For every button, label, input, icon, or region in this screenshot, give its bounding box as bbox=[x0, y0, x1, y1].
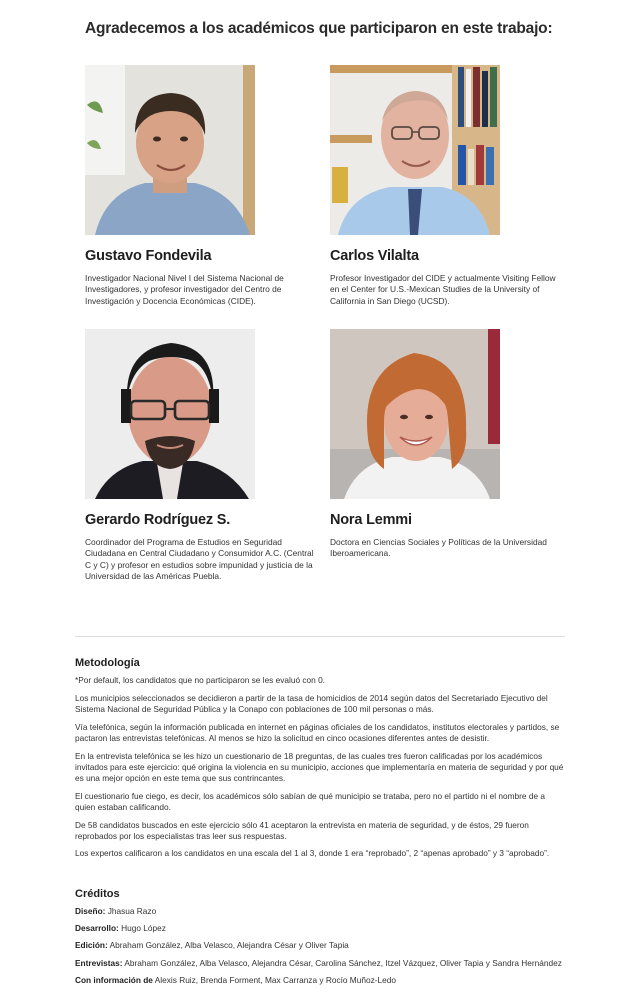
credit-item bbox=[75, 958, 565, 969]
portrait-photo bbox=[330, 65, 500, 235]
credit-label: Diseño: bbox=[75, 906, 106, 916]
academic-bio: Doctora en Ciencias Sociales y Políticas de la Universidad Iberoamericana. bbox=[330, 537, 547, 559]
academic-card bbox=[330, 65, 570, 307]
academic-bio: Coordinador del Programa de Estudios en Seguridad Ciudadana en Central Ciudadano y Consumidor A.C. (Central C y C) y profesor en estudios sobre impunidad y justicia de la Universidad de las Américas Puebla. bbox=[85, 537, 314, 581]
metodologia-paragraph: Vía telefónica, según la información publicada en internet en páginas oficiales de los candidatos, institutos electorales y partidos, se pactaron las entrevistas telefónicas. Al menos se hizo la solicitud en cinco ocasiones diferentes antes de desistir. bbox=[75, 721, 560, 743]
metodologia-paragraph: El cuestionario fue ciego, es decir, los académicos sólo sabían de qué municipio se trataba, pero no el partido ni el nombre de a quien estaban calificando. bbox=[75, 790, 545, 812]
metodologia-paragraph: De 58 candidatos buscados en este ejercicio sólo 41 aceptaron la entrevista en materia de seguridad, y de éstos, 29 fueron reprobados por los especialistas tras leer sus respuestas. bbox=[75, 819, 529, 841]
metodologia-paragraph: En la entrevista telefónica se les hizo un cuestionario de 18 preguntas, de las cuales tres fueron calificadas por los académicos invitados para este ejercicio: qué origina la violencia en su municipio, acciones que implementaría en materia de seguridad y por qué es una mejor opción en este tema que sus contrincantes. bbox=[75, 750, 564, 783]
creditos-list bbox=[75, 906, 565, 986]
metodologia-paragraph: Los municipios seleccionados se decidieron a partir de la tasa de homicidios de 2014 según datos del Secretariado Ejecutivo del Sistema Nacional de Seguridad Pública y la Conapo con poblaciones de 100 mil personas o más. bbox=[75, 692, 548, 714]
page-heading: Agradecemos a los académicos que participaron en este trabajo: bbox=[85, 20, 553, 37]
academic-name: Gerardo Rodríguez S. bbox=[85, 512, 231, 528]
metodologia-paragraph: *Por default, los candidatos que no participaron se les evaluó con 0. bbox=[75, 675, 325, 685]
academic-name: Carlos Vilalta bbox=[330, 248, 419, 264]
creditos-section bbox=[75, 888, 565, 992]
credit-item bbox=[75, 906, 565, 917]
credit-value: Jhasua Razo bbox=[107, 906, 157, 916]
section-divider bbox=[75, 636, 565, 637]
credit-item bbox=[75, 940, 565, 951]
credit-value: Alexis Ruiz, Brenda Forment, Max Carranza y Rocío Muñoz-Ledo bbox=[154, 974, 396, 985]
portrait-photo bbox=[330, 329, 500, 499]
credit-label: Desarrollo: bbox=[75, 923, 119, 934]
credit-label: Entrevistas: bbox=[75, 957, 123, 968]
metodologia-title: Metodología bbox=[75, 657, 140, 669]
portrait-photo bbox=[85, 329, 255, 499]
credit-item bbox=[75, 923, 565, 934]
credit-label: Con información de bbox=[75, 974, 153, 985]
academic-bio: Investigador Nacional Nivel I del Sistema Nacional de Investigadores, y profesor investigador del Centro de Investigación y Docencia Económicas (CIDE). bbox=[85, 273, 284, 306]
metodologia-section bbox=[75, 657, 565, 866]
portrait-photo bbox=[85, 65, 255, 235]
metodologia-body bbox=[75, 675, 565, 860]
credit-value: Abraham González, Alba Velasco, Alejandra César y Oliver Tapia bbox=[109, 940, 349, 951]
academic-name: Gustavo Fondevila bbox=[85, 248, 212, 264]
credit-value: Abraham González, Alba Velasco, Alejandra César, Carolina Sánchez, Itzel Vázquez, Oliver Tapia y Sandra Hernández bbox=[124, 957, 562, 968]
credit-item bbox=[75, 975, 565, 986]
academic-card bbox=[330, 329, 570, 560]
creditos-title: Créditos bbox=[75, 888, 120, 900]
academic-card bbox=[85, 329, 325, 582]
metodologia-paragraph: Los expertos calificaron a los candidatos en una escala del 1 al 3, donde 1 era “reprobado”, 2 “apenas aprobado” y 3 “aprobado”. bbox=[75, 848, 550, 859]
academic-name: Nora Lemmi bbox=[330, 512, 412, 528]
credit-label: Edición: bbox=[75, 940, 108, 951]
credit-value: Hugo López bbox=[121, 923, 166, 934]
academic-bio: Profesor Investigador del CIDE y actualmente Visiting Fellow en el Center for U.S.-Mexican Studies de la University of California in San Diego (UCSD). bbox=[330, 273, 556, 306]
academic-card bbox=[85, 65, 325, 307]
